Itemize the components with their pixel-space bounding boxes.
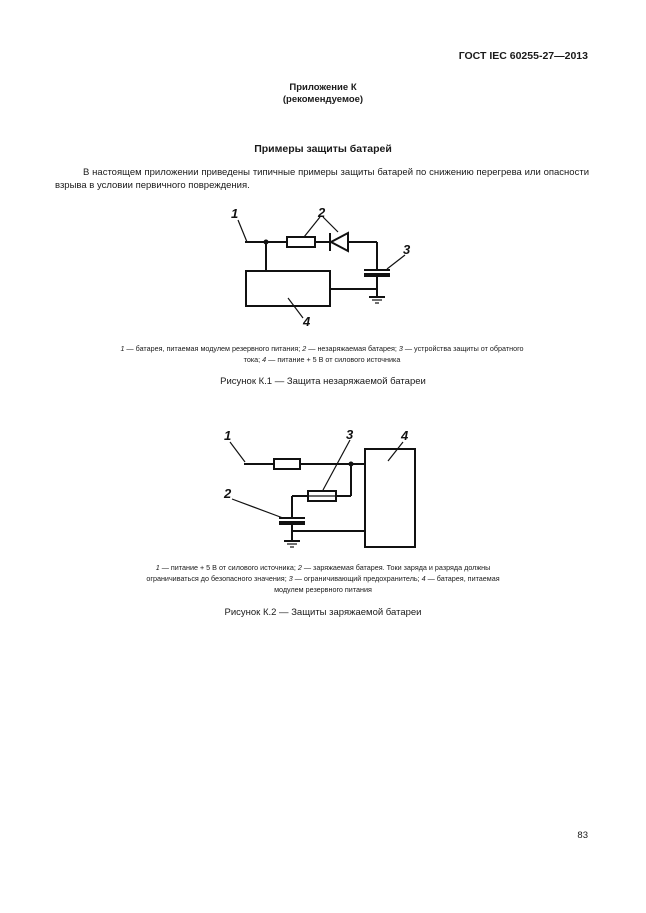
legend-text: — батарея, питаемая модулем резервного питания;: [124, 344, 303, 353]
legend-text: — питание + 5 В от силового источника;: [159, 563, 298, 572]
legend-text: — ограничивающий предохранитель;: [292, 574, 422, 583]
legend-number: 2: [297, 563, 302, 572]
figure-k2-legend: [140, 562, 506, 595]
figure-label: 2: [224, 486, 232, 501]
legend-number: 4: [421, 574, 426, 583]
figure-label: 4: [401, 428, 409, 443]
legend-number: 3: [288, 574, 293, 583]
legend-number: 2: [302, 344, 307, 353]
figure-label: 3: [403, 242, 411, 257]
annex-status: (рекомендуемое): [282, 94, 364, 105]
figure-label: 1: [224, 428, 232, 443]
legend-text: — батарея, питаемая модулем резервного питания: [274, 574, 500, 594]
leader-line: [230, 442, 245, 462]
legend-text: — заряжаемая батарея. Токи заряда и разряда должны ограничиваться до безопасного значения;: [146, 563, 491, 583]
figure-label: 3: [346, 427, 354, 442]
page-number: 83: [577, 830, 588, 841]
figure-label: 4: [303, 314, 311, 329]
module-box: [365, 449, 415, 547]
legend-number: 1: [155, 563, 160, 572]
resistor-symbol: [274, 459, 300, 469]
intro-paragraph: В настоящем приложении приведены типичные примеры защиты батарей по снижению перегрева или опасности взрыва в условии первичного повреждения.: [55, 167, 589, 191]
battery-plate: [279, 521, 305, 525]
leader-line: [232, 499, 283, 518]
figure-k2-title: Рисунок К.2 — Защиты заряжаемой батареи: [224, 607, 422, 618]
leader-line: [388, 442, 403, 461]
section-title: Примеры защиты батарей: [254, 143, 392, 155]
legend-number: 1: [120, 344, 125, 353]
standard-designation: ГОСТ IEC 60255-27—2013: [458, 50, 588, 62]
annex-title: Приложение К: [289, 82, 357, 93]
figure-k1-title: Рисунок К.1 — Защита незаряжаемой батареи: [220, 376, 426, 387]
legend-number: 4: [262, 355, 267, 364]
legend-number: 3: [398, 344, 403, 353]
legend-text: — незаряжаемая батарея;: [306, 344, 399, 353]
legend-text: — устройства защиты от обратного тока;: [243, 344, 524, 364]
figure-label: 2: [318, 205, 326, 220]
legend-text: — питание + 5 В от силового источника: [266, 355, 401, 364]
figure-label: 1: [231, 206, 239, 221]
